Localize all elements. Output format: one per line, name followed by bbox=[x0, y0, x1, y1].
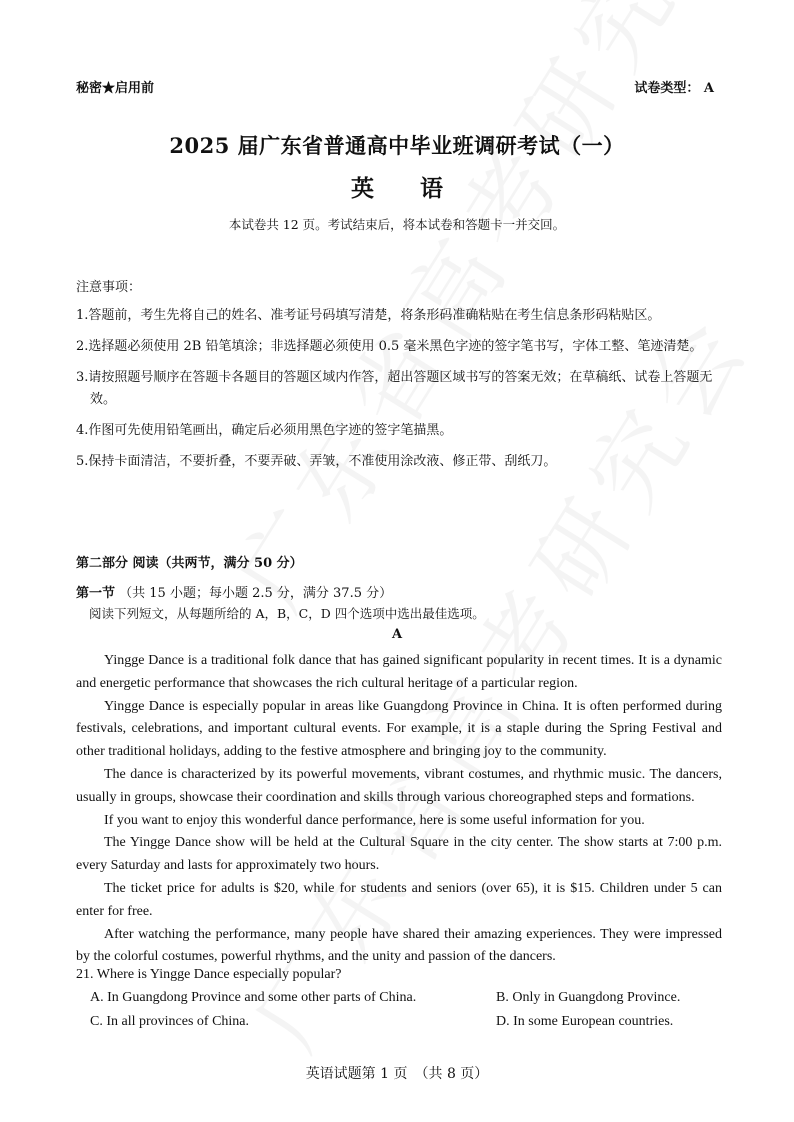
reading-instruction: 阅读下列短文，从每题所给的 A，B，C，D 四个选项中选出最佳选项。 bbox=[89, 606, 485, 621]
exam-intro: 本试卷共 12 页。考试结束后，将本试卷和答题卡一并交回。 bbox=[228, 217, 566, 232]
exam-title: 2025 届广东省普通高中毕业班调研考试（一） bbox=[169, 133, 625, 158]
section-detail: （共 15 小题；每小题 2.5 分，满分 37.5 分） bbox=[119, 586, 393, 601]
option-c: C. In all provinces of China. bbox=[90, 1014, 250, 1029]
section-label: 第一节 bbox=[76, 586, 116, 601]
page-footer: 英语试题第 1 页 （共 8 页） bbox=[305, 1066, 489, 1082]
option-a: A. In Guangdong Province and some other parts of China. bbox=[90, 990, 417, 1005]
notice-list bbox=[76, 305, 722, 482]
section-heading bbox=[76, 582, 392, 601]
notice-item: 4.作图可先使用铅笔画出，确定后必须用黑色字迹的签字笔描黑。 bbox=[76, 423, 453, 438]
notice-heading: 注意事项： bbox=[76, 280, 142, 295]
passage-label: A bbox=[391, 627, 403, 642]
passage-paragraph: Yingge Dance is especially popular in areas like Guangdong Province in China. It is often performed during festivals, celebrations, and important cultural events. For example, it is a staple during the Spring Festival and other traditional holidays, adding to the festive atmosphere and bringing joy to the community. bbox=[76, 698, 722, 760]
passage-paragraph: The ticket price for adults is $20, while for students and seniors (over 65), it is $15. Children under 5 can enter for free. bbox=[76, 880, 722, 919]
passage-paragraph: The dance is characterized by its powerful movements, vibrant costumes, and rhythmic music. The dancers, usually in groups, showcase their coordination and skills through various choreographed steps and formations. bbox=[76, 766, 722, 805]
notice-item: 1.答题前，考生先将自己的姓名、准考证号码填写清楚，将条形码准确粘贴在考生信息条形码粘贴区。 bbox=[76, 308, 661, 323]
page-header bbox=[76, 77, 714, 97]
passage-paragraph: The Yingge Dance show will be held at the Cultural Square in the city center. The show starts at 7:00 p.m. every Saturday and lasts for approximately two hours. bbox=[76, 835, 722, 874]
reading-passage bbox=[76, 650, 722, 969]
question-stem: 21. Where is Yingge Dance especially popular? bbox=[76, 967, 342, 982]
part-heading: 第二部分 阅读（共两节，满分 50 分） bbox=[76, 556, 303, 571]
notice-item: 5.保持卡面清洁，不要折叠，不要弄破、弄皱，不准使用涂改液、修正带、刮纸刀。 bbox=[76, 454, 557, 469]
option-d: D. In some European countries. bbox=[496, 1014, 674, 1029]
confidential-label: 秘密★启用前 bbox=[76, 81, 155, 96]
paper-type-label: 试卷类型： A bbox=[634, 81, 714, 96]
option-b: B. Only in Guangdong Province. bbox=[496, 990, 681, 1005]
passage-paragraph: If you want to enjoy this wonderful dance performance, here is some useful information for you. bbox=[104, 812, 645, 828]
notice-item: 3.请按照题号顺序在答题卡各题目的答题区域内作答，超出答题区域书写的答案无效；在草稿纸、试卷上答题无效。 bbox=[76, 370, 713, 407]
notice-item: 2.选择题必须使用 2B 铅笔填涂；非选择题必须使用 0.5 毫米黑色字迹的签字笔书写，字体工整、笔迹清楚。 bbox=[76, 339, 703, 354]
passage-paragraph: Yingge Dance is a traditional folk dance that has gained significant popularity in recent times. It is a dynamic and energetic performance that showcases the rich cultural heritage of a particular region. bbox=[76, 653, 722, 691]
passage-paragraph: After watching the performance, many people have shared their amazing experiences. They were impressed by the colorful costumes, powerful rhythms, and the unity and passion of the dancers. bbox=[76, 926, 722, 965]
subject-title: 英 语 bbox=[351, 175, 443, 202]
